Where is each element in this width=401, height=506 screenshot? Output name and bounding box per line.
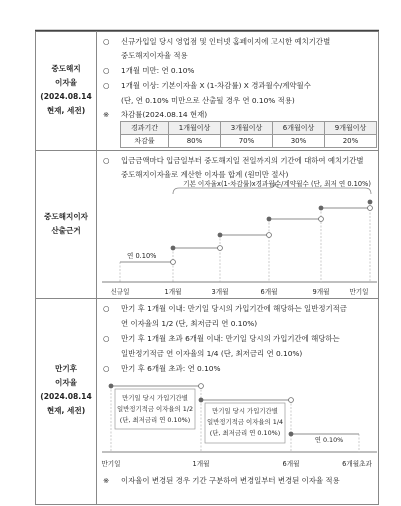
axis-label: 6개월 — [260, 288, 278, 296]
rate-box-2 — [205, 403, 285, 443]
table-cell: 3개월이상 — [221, 122, 273, 135]
post-maturity-diagram — [97, 378, 379, 488]
bullet-circle: ○ — [103, 37, 110, 46]
sec3-line2b: 일반정기적금 연 이자율의 1/4 (단, 최저금리 연 0.10%) — [121, 349, 303, 358]
sec1-line3b: (단, 연 0.10% 미만으로 산출될 경우 연 0.10% 적용) — [121, 96, 295, 105]
deduction-rate-table — [120, 121, 377, 148]
axis-label: 만기일 — [349, 288, 369, 296]
axis-label: 1개월 — [164, 288, 182, 296]
axis-label: 신규일 — [110, 288, 130, 296]
sec3-label: 만기후 이자율 (2024.08.14 현재, 세전) — [40, 364, 92, 415]
interest-step-diagram — [97, 180, 379, 298]
sec2-line1b: 중도해지이자율로 계산한 이자를 합계 (원미만 절사) — [121, 170, 289, 179]
bullet-circle: ○ — [103, 364, 110, 373]
step-points — [171, 200, 373, 265]
table-cell: 80% — [169, 135, 221, 148]
bullet-circle: ○ — [103, 81, 110, 90]
sec1-label: 중도해지 이자율 (2024.08.14 현재, 세전) — [40, 64, 92, 115]
axis-label: 6개월 — [282, 460, 300, 468]
sec3-footnote: 이자율이 변경된 경우 기간 구분하여 변경일부터 변경된 이자율 적용 — [121, 476, 340, 485]
axis-label: 만기일 — [101, 460, 121, 468]
table-cell: 20% — [325, 135, 377, 148]
sec1-note: 차감률(2024.08.14 현재) — [121, 110, 208, 119]
box-text: 일반정기적금 이자율의 1/4 — [206, 418, 284, 426]
box-text: (단, 최저금리 연 0.10%) — [119, 416, 191, 424]
table-cell: 30% — [273, 135, 325, 148]
table-cell: 1개월이상 — [169, 122, 221, 135]
axis-label: 6개월초과 — [342, 460, 372, 468]
table-header-row — [121, 122, 377, 135]
sec3-line3: 만기 후 6개월 초과: 연 0.10% — [121, 364, 221, 373]
note-mark: ※ — [103, 110, 110, 119]
min-rate-label: 연 0.10% — [127, 252, 157, 260]
rate-box-1 — [115, 389, 195, 429]
note-mark: ※ — [103, 476, 110, 485]
sec2-line1a: 입금금액마다 입금일부터 중도해지일 전일까지의 기간에 대하여 예치기간별 — [121, 156, 364, 165]
axis-label: 1개월 — [192, 460, 210, 468]
bullet-circle: ○ — [103, 66, 110, 75]
box-text: (단, 최저금리 연 0.10%) — [209, 429, 281, 437]
sec2-label: 중도해지이자 산출근거 — [43, 212, 88, 235]
sec3-line1b: 연 이자율의 1/2 (단, 최저금리 연 0.10%) — [121, 319, 258, 328]
sec1-line2: 1개월 미만: 연 0.10% — [121, 66, 195, 75]
formula-text: 기본 이자율x(1-차감률)x경과월수/계약월수 (단, 최저 연 0.10%) — [183, 180, 371, 188]
table-cell: 70% — [221, 135, 273, 148]
sec3-line2a: 만기 후 1개월 초과 6개월 이내: 만기일 당시의 가입기간에 해당하는 — [121, 334, 340, 343]
table-cell: 9개월이상 — [325, 122, 377, 135]
sec1-line3a: 1개월 이상: 기본이자율 X (1-차감률) X 경과월수/계약월수 — [121, 81, 311, 90]
box-text: 만기일 당시 가입기간별 — [212, 407, 278, 415]
tick-guides — [120, 202, 370, 282]
table-cell: 경과기간 — [121, 122, 169, 135]
table-row — [121, 135, 377, 148]
rate-box-3: 연 0.10% — [314, 436, 344, 444]
step-lines — [120, 208, 370, 262]
box-text: 일반정기적금 이자율의 1/2 — [116, 405, 194, 413]
bullet-circle: ○ — [103, 156, 110, 165]
sec1-line1a: 신규가입일 당시 영업점 및 인터넷 홈페이지에 고시한 예치기간별 — [121, 37, 331, 46]
axis-label: 9개월 — [312, 288, 330, 296]
axis-label: 3개월 — [211, 288, 229, 296]
bullet-circle: ○ — [103, 304, 110, 313]
table-cell: 6개월이상 — [273, 122, 325, 135]
sec3-line1a: 만기 후 1개월 이내: 만기일 당시의 가입기간에 해당하는 일반정기적금 — [121, 304, 347, 313]
sec1-line1b: 중도해지이자율 적용 — [121, 51, 188, 60]
table-cell: 차감률 — [121, 135, 169, 148]
box-text: 만기일 당시 가입기간별 — [122, 394, 188, 402]
bullet-circle: ○ — [103, 334, 110, 343]
